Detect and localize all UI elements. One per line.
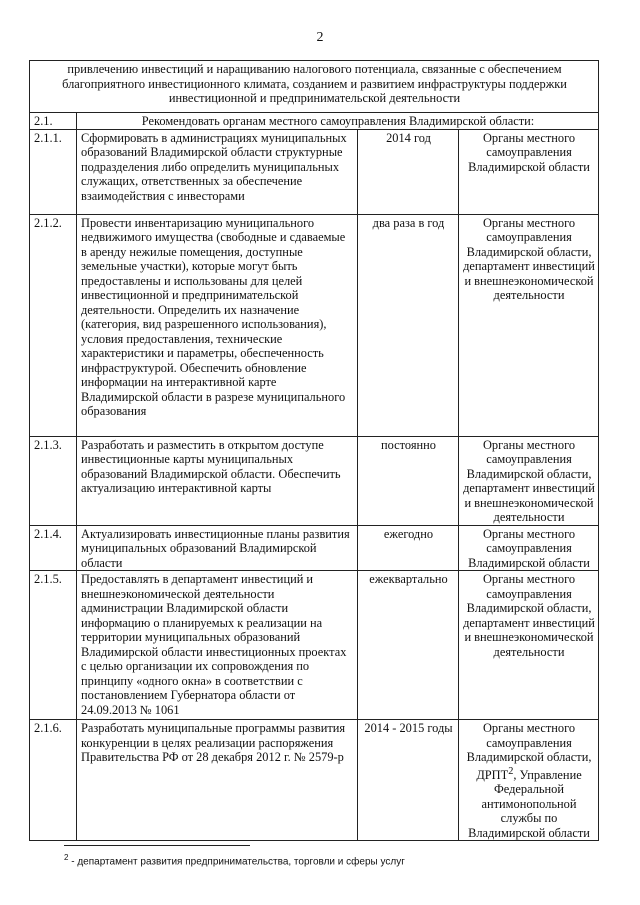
table-row [30, 525, 599, 571]
action-plan-table [29, 60, 599, 841]
table-row [30, 436, 599, 525]
row-executor: Органы местного самоуправления Владимирской области, департамент инвестиций и внешнеэкономической деятельности [459, 436, 599, 525]
row-description: Предоставлять в департамент инвестиций и внешнеэкономической деятельности администрации Владимирской области информацию о планируемых к реализации на территории муниципальных образований Владимирской области инвестиционных проектах с целью организации их сопровождения по принципу «одного окна» в соответствии с постановлением Губернатора области от 24.09.2013 № 1061 [77, 571, 358, 720]
table-row [30, 571, 599, 720]
row-description: Разработать муниципальные программы развития конкуренции в целях реализации распоряжения Правительства РФ от 28 декабря 2012 г. № 2579-р [77, 720, 358, 841]
row-number: 2.1.1. [30, 129, 77, 214]
table-row [30, 214, 599, 436]
row-executor [459, 720, 599, 841]
row-term: ежеквартально [358, 571, 459, 720]
table-header-row [30, 61, 599, 113]
table-row [30, 129, 599, 214]
row-executor: Органы местного самоуправления Владимирской области [459, 129, 599, 214]
row-executor: Органы местного самоуправления Владимирской области, департамент инвестиций и внешнеэкономической деятельности [459, 571, 599, 720]
row-number: 2.1.3. [30, 436, 77, 525]
footnote-separator [64, 845, 250, 846]
footnote [64, 853, 405, 867]
row-number: 2.1.2. [30, 214, 77, 436]
footnote-text: - департамент развития предпринимательства, торговли и сферы услуг [68, 856, 405, 868]
row-term: 2014 год [358, 129, 459, 214]
row-description: Сформировать в администрациях муниципальных образований Владимирской области структурные подразделения либо определить муниципальных служащих, ответственных за обеспечение взаимодействия с инвесторами [77, 129, 358, 214]
row-description: Актуализировать инвестиционные планы развития муниципальных образований Владимирской области [77, 525, 358, 571]
row-term: постоянно [358, 436, 459, 525]
footnote-reference: 2 [508, 765, 514, 777]
row-term: ежегодно [358, 525, 459, 571]
executor-text-before: Органы местного самоуправления Владимирской области, ДРПТ [466, 721, 592, 782]
row-number: 2.1.5. [30, 571, 77, 720]
page-number: 2 [316, 30, 324, 45]
row-executor: Органы местного самоуправления Владимирской области, департамент инвестиций и внешнеэкономической деятельности [459, 214, 599, 436]
table-row [30, 720, 599, 841]
row-number: 2.1.6. [30, 720, 77, 841]
section-title: Рекомендовать органам местного самоуправления Владимирской области: [77, 113, 599, 130]
row-term: 2014 - 2015 годы [358, 720, 459, 841]
row-description: Провести инвентаризацию муниципального недвижимого имущества (свободные и сдаваемые в аренду нежилые помещения, доступные земельные участки), которые могут быть предоставлены и использованы для целей инвестиционной и предпринимательской деятельности. Определить их назначение (категория, вид разрешенного использования), условия предоставления, технические характеристики и параметры, обеспеченность инфраструктурой. Обеспечить обновление информации на интерактивной карте Владимирской области в разрезе муниципального образования [77, 214, 358, 436]
section-number: 2.1. [30, 113, 77, 130]
footnote-mark: 2 [64, 853, 69, 862]
section-row [30, 113, 599, 130]
row-executor: Органы местного самоуправления Владимирской области [459, 525, 599, 571]
table-header-text: привлечению инвестиций и наращиванию налогового потенциала, связанные с обеспечением благоприятного инвестиционного климата, созданием и развитием инфраструктуры поддержки инвестиционной и предпринимательской деятельности [30, 61, 599, 113]
row-term: два раза в год [358, 214, 459, 436]
executor-text-after: , Управление Федеральной антимонопольной службы по Владимирской области [468, 767, 590, 840]
row-description: Разработать и разместить в открытом доступе инвестиционные карты муниципальных образований Владимирской области. Обеспечить актуализацию интерактивной карты [77, 436, 358, 525]
row-number: 2.1.4. [30, 525, 77, 571]
